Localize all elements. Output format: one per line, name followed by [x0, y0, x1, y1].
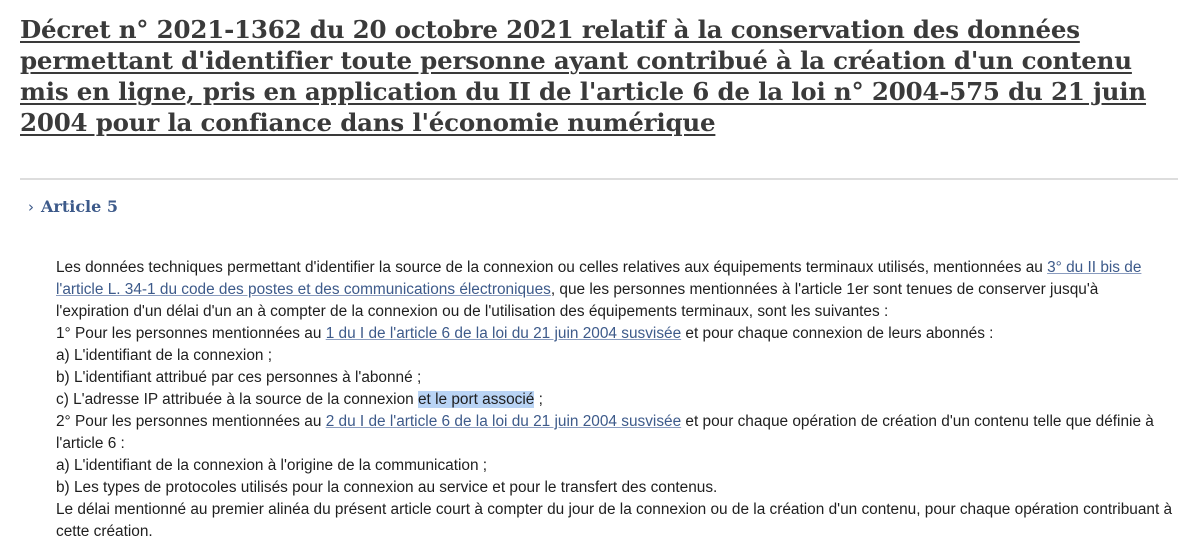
link-loi-article-6-2[interactable]: 2 du I de l'article 6 de la loi du 21 juin 2004 susvisée [325, 413, 682, 430]
point-1-c-text-start: c) L'adresse IP attribuée à la source de la connexion [56, 391, 418, 408]
link-code-postes[interactable]: 3° du II bis de l'article L. 34-1 du code des postes et des communications électroniques [56, 259, 1142, 298]
point-1-text-end: et pour chaque connexion de leurs abonnés : [681, 325, 994, 342]
point-2 [56, 411, 1174, 455]
divider [20, 178, 1178, 180]
point-1-a: a) L'identifiant de la connexion ; [56, 347, 272, 364]
point-2-b: b) Les types de protocoles utilisés pour la connexion au service et pour le transfert des contenus. [56, 479, 718, 496]
article-body [56, 257, 1174, 543]
selected-text[interactable]: et le port associé [418, 391, 535, 408]
point-1-c-text-end: ; [534, 391, 543, 408]
article-title: Article 5 [41, 197, 119, 216]
point-1-text-start: 1° Pour les personnes mentionnées au [56, 325, 326, 342]
intro-text-start: Les données techniques permettant d'identifier la source de la connexion ou celles relatives aux équipements terminaux utilisés, mentionnées au [56, 259, 1048, 276]
point-1-c [56, 389, 1174, 411]
page-title[interactable]: Décret n° 2021-1362 du 20 octobre 2021 relatif à la conservation des données permettant d'identifier toute personne ayant contribué à la création d'un contenu mis en ligne, pris en application du II de l'article 6 de la loi n° 2004-575 du 21 juin 2004 pour la confiance dans l'économie numérique [20, 15, 1147, 137]
point-2-text-start: 2° Pour les personnes mentionnées au [56, 413, 326, 430]
closing-paragraph: Le délai mentionné au premier alinéa du présent article court à compter du jour de la connexion ou de la création d'un contenu, pour chaque opération contribuant à cette création. [56, 501, 1173, 540]
point-2-a: a) L'identifiant de la connexion à l'origine de la communication ; [56, 457, 488, 474]
point-2-text-end: et pour chaque opération de création d'un contenu telle que définie à l'article 6 : [56, 413, 1154, 452]
intro-paragraph [56, 257, 1174, 323]
point-1 [56, 323, 1174, 345]
link-loi-article-6-1[interactable]: 1 du I de l'article 6 de la loi du 21 juin 2004 susvisée [325, 325, 682, 342]
intro-text-end: , que les personnes mentionnées à l'article 1er sont tenues de conserver jusqu'à l'expiration d'un délai d'un an à compter de la connexion ou de l'utilisation des équipements terminaux, sont les suivantes : [56, 281, 1099, 320]
article-toggle[interactable] [28, 196, 118, 218]
point-1-b: b) L'identifiant attribué par ces personnes à l'abonné ; [56, 369, 422, 386]
chevron-right-icon: › [28, 198, 34, 216]
